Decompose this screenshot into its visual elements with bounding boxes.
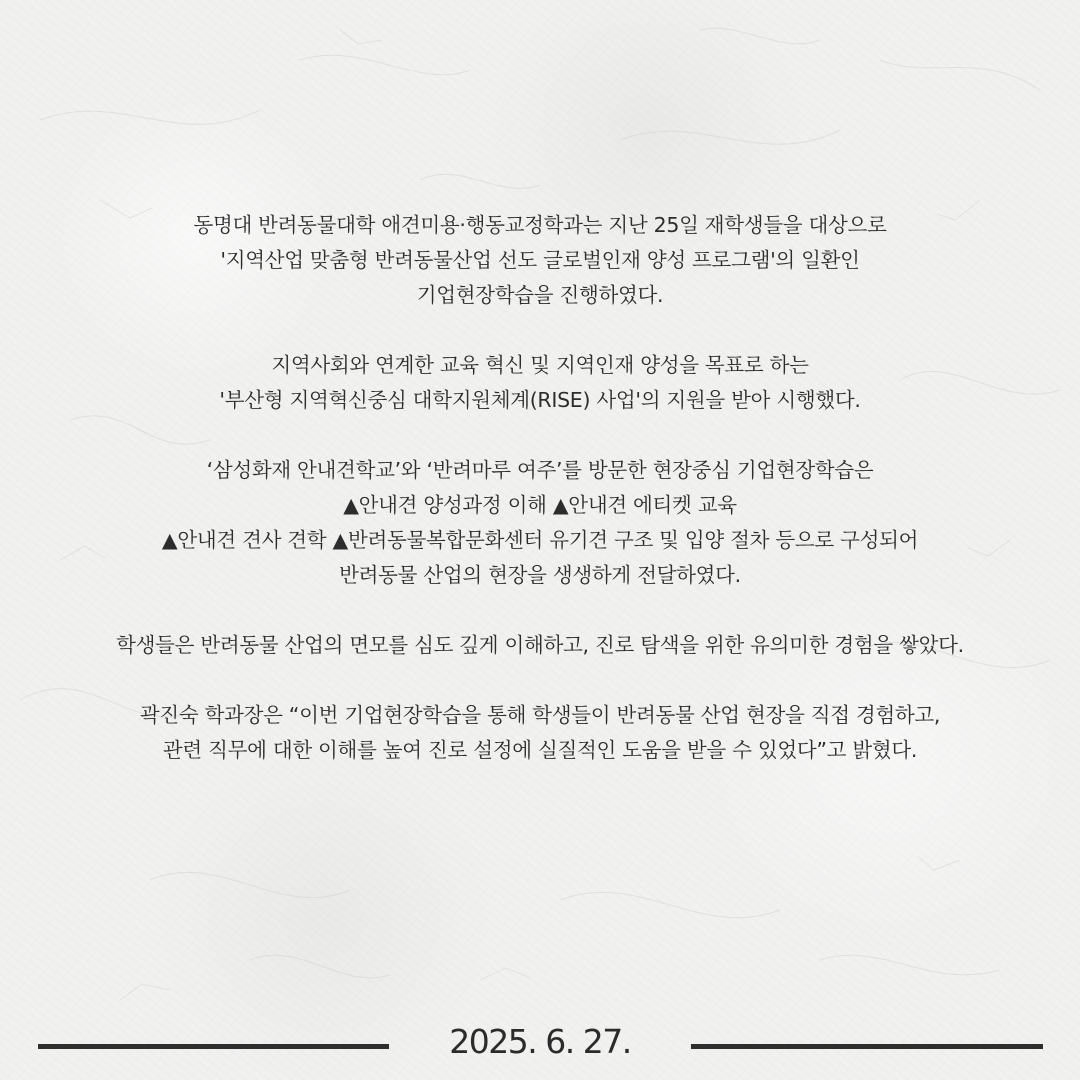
paragraph-line: 기업현장학습을 진행하였다. <box>416 283 664 307</box>
paragraph-line: ▲안내견 양성과정 이해 ▲안내견 에티켓 교육 <box>343 493 737 517</box>
paragraph-line: 곽진숙 학과장은 “이번 기업현장학습을 통해 학생들이 반려동물 산업 현장을 직접 경험하고, <box>139 703 941 727</box>
paragraph-line: '지역산업 맞춤형 반려동물산업 선도 글로벌인재 양성 프로그램'의 일환인 <box>220 248 860 272</box>
paragraph-line: '부산형 지역혁신중심 대학지원체계(RISE) 사업'의 지원을 받아 시행했다. <box>219 388 861 412</box>
paragraph-dept-head-quote <box>40 698 1040 768</box>
footer <box>0 1018 1080 1074</box>
paragraph-program-details <box>40 453 1040 593</box>
paragraph-line: 동명대 반려동물대학 애견미용·행동교정학과는 지난 25일 재학생들을 대상으로 <box>193 213 887 237</box>
article-body <box>40 208 1040 803</box>
paragraph-line: ‘삼성화재 안내견학교’와 ‘반려마루 여주’를 방문한 현장중심 기업현장학습은 <box>206 458 874 482</box>
footer-rule-right <box>691 1044 1043 1049</box>
paragraph-line: 관련 직무에 대한 이해를 높여 진로 설정에 실질적인 도움을 받을 수 있었다”고 밝혔다. <box>162 738 918 762</box>
paragraph-line: ▲안내견 견사 견학 ▲반려동물복합문화센터 유기견 구조 및 입양 절차 등으로 구성되어 <box>161 528 919 552</box>
footer-rule-left <box>38 1044 389 1049</box>
paragraph-intro <box>40 208 1040 313</box>
paragraph-line: 지역사회와 연계한 교육 혁신 및 지역인재 양성을 목표로 하는 <box>271 353 809 377</box>
paragraph-line: 반려동물 산업의 현장을 생생하게 전달하였다. <box>339 563 741 587</box>
paragraph-rise-support <box>40 348 1040 418</box>
paragraph-student-outcome <box>40 628 1040 663</box>
footer-date: 2025. 6. 27. <box>449 1022 631 1061</box>
paragraph-line: 학생들은 반려동물 산업의 면모를 심도 깊게 이해하고, 진로 탐색을 위한 유의미한 경험을 쌓았다. <box>116 633 964 657</box>
